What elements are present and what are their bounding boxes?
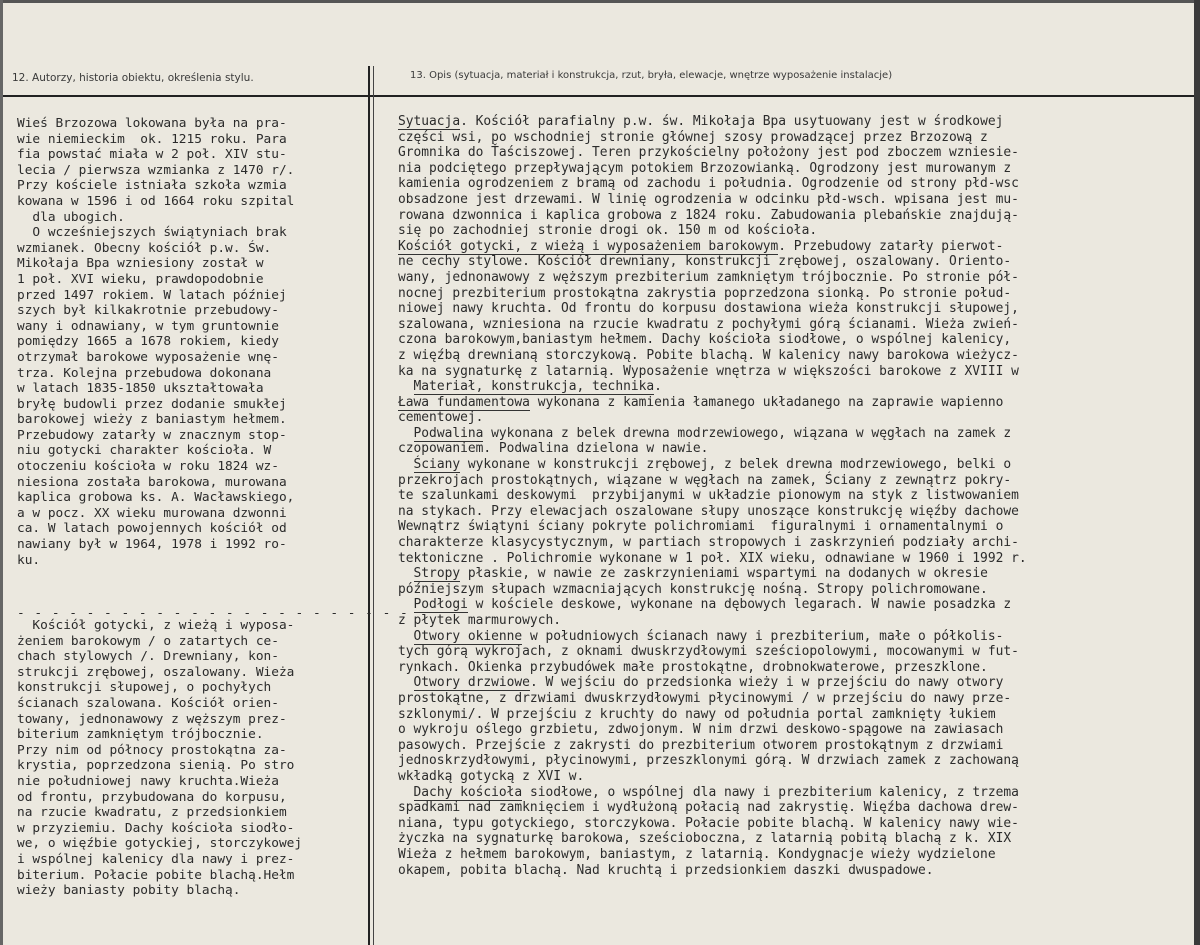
line-text: wany, jednonawowy z węższym prezbiterium zamkniętym trójbocznie. Po stronie pół-: [398, 269, 1019, 285]
text-line: wany i odnawiany, w tym gruntownie: [17, 318, 279, 334]
line-text: .: [654, 379, 662, 395]
text-line: trza. Kolejna przebudowa dokonana: [17, 365, 272, 381]
text-line: [398, 114, 1194, 130]
indent: [398, 379, 414, 394]
line-text: życzka na sygnaturkę barokowa, sześcioboczna, z latarnią pobitą blachą z k. XIX: [398, 831, 1012, 847]
underlined-heading: Ściany: [413, 457, 461, 473]
line-text: siodłowe, o wspólnej dla nawy i prezbiterium kalenicy, z trzema: [522, 784, 1019, 800]
underlined-heading: Podwalina: [413, 425, 484, 441]
line-text: okapem, pobita blachą. Nad kruchtą i przedsionkiem daszki dwuspadowe.: [398, 862, 934, 878]
line-text: wykonana z belek drewna modrzewiowego, wiązana w węgłach na zamek z: [483, 425, 1012, 441]
text-line: [398, 738, 1194, 754]
text-line: nie południowej nawy kruchta.Wieża: [17, 773, 279, 789]
text-line: [398, 691, 1194, 707]
text-line: [398, 566, 1194, 582]
line-text: obsadzone jest drzewami. W linię ogrodzenia w odcinku płd-wsch. wpisana jest mu-: [398, 191, 1019, 207]
line-text: jednoskrzydłowymi, płycinowymi, przeszklonymi górą. W drzwiach zamek z zachowaną: [398, 753, 1019, 769]
indent: [398, 426, 414, 441]
underlined-heading: Dachy kościoła: [413, 784, 523, 800]
line-text: kamienia ogrodzeniem z bramą od zachodu i południa. Ogrodzenie od strony płd-wsc: [398, 176, 1019, 192]
line-text: późniejszym słupach wzmacniających konstrukcję nośną. Stropy polichromowane.: [398, 581, 988, 597]
line-text: z więźbą drewnianą storczykową. Pobite blachą. W kalenicy nawy barokowa wieżycz-: [398, 347, 1019, 363]
text-line: [398, 145, 1194, 161]
page-top-edge: [0, 0, 1200, 3]
text-line: towany, jednonawowy z węższym prez-: [17, 711, 287, 727]
section-12-heading: 12. Autorzy, historia obiektu, określenia stylu.: [12, 72, 254, 84]
text-line: fia powstać miała w 2 poł. XIV stu-: [17, 147, 287, 163]
text-line: barokowej wieży z baniastym hełmem.: [17, 412, 287, 428]
indent: [398, 597, 414, 612]
line-text: rowana dzwonnica i kaplica grobowa z 1824 roku. Zabudowania plebańskie znajdują-: [398, 207, 1019, 223]
line-text: cementowej.: [398, 410, 484, 426]
text-line: [398, 426, 1194, 442]
text-line: wieży baniasty pobity blachą.: [17, 883, 241, 899]
text-line: Mikołaja Bpa wzniesiony został w: [17, 256, 264, 272]
text-line: [398, 785, 1194, 801]
line-text: te szalunkami deskowymi przybijanymi w układzie pionowym na styk z listwowaniem: [398, 488, 1019, 504]
text-line: Kościół gotycki, z wieżą i wyposa-: [17, 618, 295, 633]
page-right-edge: [1194, 0, 1200, 945]
text-line: konstrukcji słupowej, o pochyłych: [17, 680, 272, 696]
text-line: strukcji zrębowej, oszalowany. Wieża: [17, 664, 295, 680]
line-text: rynkach. Okienka przybudówek małe prostokątne, drobnokwaterowe, przeszklone.: [398, 659, 988, 675]
line-text: szalowana, wzniesiona na rzucie kwadratu z pochyłymi górą ścianami. Wieża zwień-: [398, 316, 1019, 332]
text-line: [398, 707, 1194, 723]
indent: [398, 785, 414, 800]
page-left-edge: [0, 0, 3, 945]
text-line: dla ubogich.: [17, 209, 125, 225]
underlined-heading: Stropy: [413, 566, 461, 582]
text-line: krystia, poprzedzona sienią. Po stro: [17, 758, 295, 774]
text-line: [398, 441, 1194, 457]
line-text: na stykach. Przy elewacjach oszalowane słupy unoszące konstrukcję więźby dachowe: [398, 503, 1019, 519]
text-line: [398, 582, 1194, 598]
text-line: kowana w 1596 i od 1664 roku szpital: [17, 193, 295, 209]
text-line: na rzucie kwadratu, z przedsionkiem: [17, 805, 287, 821]
line-text: Wewnątrz świątyni ściany pokryte polichromiami figuralnymi i ornamentalnymi o: [398, 519, 1004, 535]
text-line: ścianach szalowana. Kościół orien-: [17, 695, 279, 711]
line-text: . Przebudowy zatarły pierwot-: [778, 238, 1004, 254]
text-line: wie niemieckim ok. 1215 roku. Para: [17, 131, 287, 147]
text-line: [398, 535, 1194, 551]
section-13-heading: 13. Opis (sytuacja, materiał i konstrukcja, rzut, bryła, elewacje, wnętrze wyposażenie instalacje): [410, 70, 893, 81]
line-text: . W wejściu do przedsionka wieży i w przejściu do nawy otwory: [529, 675, 1004, 691]
text-line: [398, 364, 1194, 380]
underlined-heading: Podłogi: [413, 597, 468, 613]
line-text: płaskie, w nawie ze zaskrzynieniami wspartymi na dodanych w okresie: [460, 566, 988, 582]
text-line: szych był kilkakrotnie przebudowy-: [17, 303, 279, 319]
underlined-heading: Sytuacja: [398, 114, 461, 129]
text-line: [398, 379, 1194, 395]
text-line: [398, 644, 1194, 660]
line-text: prostokątne, z drzwiami dwuskrzydłowymi płycinowymi / w przejściu do nawy prze-: [398, 690, 1012, 706]
text-line: [398, 410, 1194, 426]
text-line: [398, 176, 1194, 192]
line-text: w południowych ścianach nawy i prezbiterium, małe o półkolis-: [522, 628, 1004, 644]
text-line: w przyziemiu. Dachy kościoła siodło-: [17, 820, 295, 836]
text-line: [398, 629, 1194, 645]
line-text: się po zachodniej stronie drogi ok. 150 m od kościoła.: [398, 223, 818, 239]
text-line: [398, 597, 1194, 613]
text-line: biterium. Połacie pobite blachą.Hełm: [17, 867, 295, 883]
text-line: [398, 223, 1194, 239]
text-line: we, o więźbie gotyckiej, storczykowej: [17, 836, 303, 852]
text-line: [398, 613, 1194, 629]
line-text: wykonana z kamienia łamanego układanego na zaprawie wapienno: [529, 394, 1004, 410]
underlined-heading: Otwory okienne: [413, 628, 523, 644]
text-line: ca. W latach powojennych kościół od: [17, 521, 287, 537]
text-line: lecia / pierwsza wzmianka z 1470 r/.: [17, 162, 295, 178]
text-line: biterium zamkniętym trójbocznie.: [17, 727, 264, 743]
text-line: [398, 847, 1194, 863]
text-line: [398, 519, 1194, 535]
text-line: ku.: [17, 552, 41, 568]
text-line: [398, 254, 1194, 270]
underlined-heading: Ława fundamentowa: [398, 394, 530, 410]
line-text: nocnej prezbiterium prostokątna zakrystia poprzedzona sionką. Po stronie połud-: [398, 285, 1012, 301]
dashed-separator: - - - - - - - - - - - - - - - - - - - - - - -: [17, 606, 409, 621]
style-summary-text: [17, 618, 367, 899]
text-line: od frontu, przybudowana do korpusu,: [17, 789, 287, 805]
text-line: [398, 816, 1194, 832]
text-line: 1 poł. XVI wieku, prawdopodobnie: [17, 271, 264, 287]
line-text: ne cechy stylowe. Kościół drewniany, konstrukcji zrębowej, oszalowany. Oriento-: [398, 254, 1012, 270]
text-line: nawiany był w 1964, 1978 i 1992 ro-: [17, 537, 287, 553]
line-text: . Kościół parafialny p.w. św. Mikołaja Bpa usytuowany jest w środkowej: [460, 114, 1004, 129]
line-text: czopowaniem. Podwalina dzielona w nawie.: [398, 441, 709, 457]
line-text: niowej nawy kruchta. Od frontu do korpusu dostawiona wieża konstrukcji słupowej,: [398, 301, 1019, 317]
text-line: [398, 675, 1194, 691]
line-text: spadkami nad zamknięciem i wydłużoną połacią nad zakrystię. Więźba dachowa drew-: [398, 800, 1019, 816]
line-text: o wykroju oślego grzbietu, zdwojonym. W nim drzwi deskowo-spągowe na zawiasach: [398, 722, 1004, 738]
line-text: ka na sygnaturkę z latarnią. Wyposażenie wnętrza w większości barokowe z XVIII w: [398, 363, 1019, 379]
text-line: [398, 348, 1194, 364]
line-text: w kościele deskowe, wykonane na dębowych legarach. W nawie posadzka z: [467, 597, 1012, 613]
line-text: Gromnika do Ťaściszowej. Teren przykościelny położony jest pod zboczem wzniesie-: [398, 145, 1019, 161]
line-text: Wieża z hełmem barokowym, baniastym, z latarnią. Kondygnacje wieży wydzielone: [398, 846, 996, 862]
text-line: przed 1497 rokiem. W latach później: [17, 287, 287, 303]
text-line: [398, 161, 1194, 177]
text-line: [398, 270, 1194, 286]
header-rule: [3, 95, 1194, 97]
history-text: [17, 116, 367, 568]
underlined-heading: Materiał, konstrukcja, technika: [413, 379, 655, 395]
text-line: [398, 130, 1194, 146]
text-line: [398, 753, 1194, 769]
text-line: [398, 551, 1194, 567]
text-line: [398, 488, 1194, 504]
text-line: [398, 239, 1194, 255]
line-text: charakterze klasycystycznym, w partiach stropowych i zaskrzynień podziały archi-: [398, 535, 1019, 551]
text-line: chach stylowych /. Drewniany, kon-: [17, 649, 279, 665]
text-line: kaplica grobowa ks. A. Wacławskiego,: [17, 490, 295, 506]
column-divider-inner: [373, 66, 374, 945]
text-line: [398, 332, 1194, 348]
line-text: szklonymi/. W przejściu z kruchty do nawy od południa portal zamknięty łukiem: [398, 706, 996, 722]
line-text: tektoniczne . Polichromie wykonane w 1 poł. XIX wieku, odnawiane w 1960 i 1992 r.: [398, 550, 1027, 566]
line-text: nia podciętego przepływającym potokiem Brzozowianką. Ogrodzony jest murowanym z: [398, 160, 1012, 176]
line-text: tych górą wykrojach, z oknami dwuskrzydłowymi sześciopolowymi, mocowanymi w fut-: [398, 644, 1019, 660]
text-line: i wspólnej kalenicy dla nawy i prez-: [17, 851, 295, 867]
text-line: [398, 800, 1194, 816]
line-text: z płytek marmurowych.: [398, 613, 561, 628]
text-line: [398, 301, 1194, 317]
text-line: [398, 395, 1194, 411]
text-line: [398, 722, 1194, 738]
indent: [398, 675, 414, 690]
text-line: Przy kościele istniała szkoła wzmia: [17, 178, 287, 194]
text-line: [398, 660, 1194, 676]
line-text: pasowych. Przejście z zakrysti do prezbiterium otworem prostokątnym z drzwiami: [398, 737, 1004, 753]
indent: [398, 457, 414, 472]
text-line: [398, 208, 1194, 224]
text-line: [398, 831, 1194, 847]
text-line: [398, 317, 1194, 333]
line-text: niana, typu gotyckiego, storczykowa. Połacie pobite blachą. W kalenicy nawy wie-: [398, 815, 1019, 831]
text-line: O wcześniejszych świątyniach brak: [17, 225, 287, 241]
text-line: a w pocz. XX wieku murowana dzwonni: [17, 505, 287, 521]
text-line: bryłę budowli przez dodanie smukłej: [17, 396, 287, 412]
line-text: wkładką gotycką z XVI w.: [398, 768, 585, 784]
text-line: [398, 192, 1194, 208]
text-line: [398, 769, 1194, 785]
underlined-heading: Kościół gotycki, z wieżą i wyposażeniem barokowym: [398, 238, 779, 254]
text-line: pomiędzy 1665 a 1678 rokiem, kiedy: [17, 334, 279, 350]
text-line: otoczeniu kościoła w roku 1824 wz-: [17, 459, 279, 475]
line-text: przekrojach prostokątnych, wiązane w węgłach na zamek, Ściany z zewnątrz pokry-: [398, 472, 1012, 488]
text-line: żeniem barokowym / o zatartych ce-: [17, 633, 279, 649]
underlined-heading: Otwory drzwiowe: [413, 675, 530, 691]
line-text: części wsi, po wschodniej stronie głównej szosy prowadzącej przez Brzozową z: [398, 129, 988, 145]
text-line: Przebudowy zatarły w znacznym stop-: [17, 427, 287, 443]
text-line: niesiona została barokowa, murowana: [17, 474, 287, 490]
line-text: czona barokowym,baniastym hełmem. Dachy kościoła siodłowe, o wspólnej kalenicy,: [398, 332, 1012, 348]
text-line: Przy nim od północy prostokątna za-: [17, 742, 287, 758]
description-text: [398, 114, 1194, 878]
text-line: w latach 1835-1850 ukształtowała: [17, 381, 264, 397]
text-line: Wieś Brzozowa lokowana była na pra-: [17, 116, 287, 131]
text-line: [398, 286, 1194, 302]
text-line: otrzymał barokowe wyposażenie wnę-: [17, 349, 279, 365]
column-divider: [368, 66, 370, 945]
indent: [398, 629, 414, 644]
indent: [398, 566, 414, 581]
text-line: [398, 473, 1194, 489]
text-line: [398, 504, 1194, 520]
text-line: wzmianek. Obecny kościół p.w. Św.: [17, 240, 272, 256]
line-text: wykonane w konstrukcji zrębowej, z belek drewna modrzewiowego, belki o: [460, 457, 1012, 473]
text-line: niu gotycki charakter kościoła. W: [17, 443, 272, 459]
text-line: [398, 457, 1194, 473]
text-line: [398, 863, 1194, 879]
